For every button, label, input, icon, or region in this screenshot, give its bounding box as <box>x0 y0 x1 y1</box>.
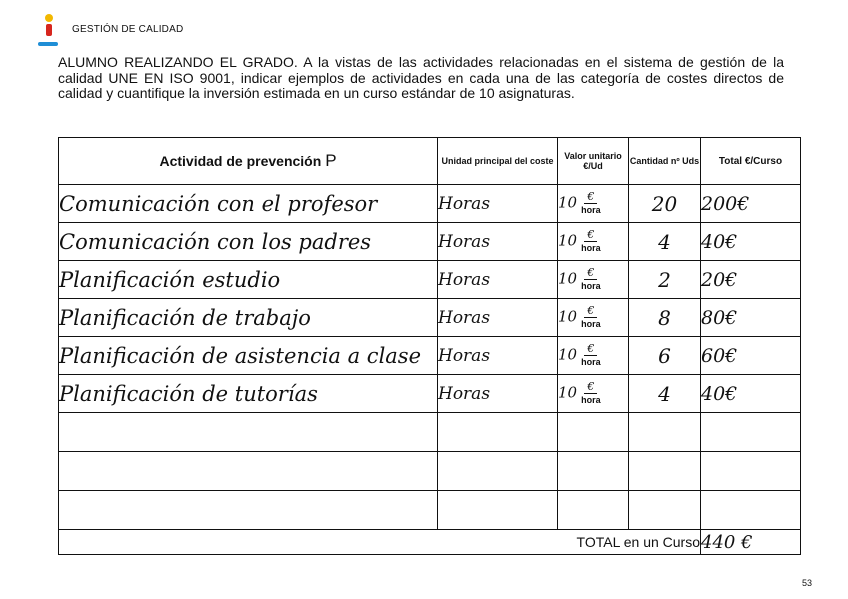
row-activity: Planificación de trabajo <box>59 299 438 337</box>
row-quantity: 20 <box>629 185 701 223</box>
table-row <box>59 223 801 261</box>
header-activity-suffix: P <box>325 151 337 170</box>
row-total: 40€ <box>701 375 801 413</box>
table-row <box>59 299 801 337</box>
quality-logo-icon <box>37 14 59 50</box>
row-total: 80€ <box>701 299 801 337</box>
total-row <box>59 530 801 555</box>
fraction-denominator: hora <box>581 205 601 215</box>
header-activity-label: Actividad de prevención <box>159 153 322 169</box>
row-value <box>558 185 629 223</box>
fraction-denominator: hora <box>581 319 601 329</box>
row-value-fraction <box>581 344 601 367</box>
fraction-numerator: € <box>584 306 597 318</box>
fraction-numerator: € <box>584 230 597 242</box>
prevention-costs-table <box>58 137 801 555</box>
fraction-denominator: hora <box>581 243 601 253</box>
fraction-numerator: € <box>584 268 597 280</box>
row-value-number: 10 <box>558 269 578 288</box>
fraction-denominator: hora <box>581 281 601 291</box>
row-value-fraction <box>581 230 601 253</box>
row-quantity: 4 <box>629 223 701 261</box>
row-quantity: 2 <box>629 261 701 299</box>
row-value-number: 10 <box>558 345 578 364</box>
row-value-fraction <box>581 306 601 329</box>
row-total: 20€ <box>701 261 801 299</box>
row-unit: Horas <box>438 261 558 299</box>
row-value-number: 10 <box>558 383 578 402</box>
row-value-number: 10 <box>558 193 578 212</box>
table-row <box>59 185 801 223</box>
row-total: 200€ <box>701 185 801 223</box>
fraction-numerator: € <box>584 192 597 204</box>
header-activity <box>59 138 438 185</box>
header-quantity: Cantidad nº Uds <box>629 138 701 185</box>
row-activity: Planificación de asistencia a clase <box>59 337 438 375</box>
fraction-numerator: € <box>584 344 597 356</box>
header-total: Total €/Curso <box>701 138 801 185</box>
row-quantity: 6 <box>629 337 701 375</box>
row-total: 40€ <box>701 223 801 261</box>
row-unit: Horas <box>438 299 558 337</box>
table-row <box>59 375 801 413</box>
row-unit: Horas <box>438 223 558 261</box>
empty-row <box>59 413 801 452</box>
row-value <box>558 223 629 261</box>
row-value-fraction <box>581 382 601 405</box>
row-quantity: 8 <box>629 299 701 337</box>
row-unit: Horas <box>438 185 558 223</box>
row-unit: Horas <box>438 375 558 413</box>
fraction-denominator: hora <box>581 357 601 367</box>
row-value <box>558 299 629 337</box>
row-value-fraction <box>581 192 601 215</box>
section-header: GESTIÓN DE CALIDAD <box>72 24 184 35</box>
exercise-statement: ALUMNO REALIZANDO EL GRADO. A la vistas de las actividades relacionadas en el sistema de gestión de la calidad UNE EN ISO 9001, indicar ejemplos de actividades en cada una de las categoría de costes directos de calidad y cuantifique la inversión estimada en un curso estándar de 10 asignaturas. <box>58 54 784 101</box>
empty-row <box>59 491 801 530</box>
table-row <box>59 261 801 299</box>
table-header-row <box>59 138 801 185</box>
header-unit: Unidad principal del coste <box>438 138 558 185</box>
empty-row <box>59 452 801 491</box>
row-activity: Comunicación con los padres <box>59 223 438 261</box>
row-unit: Horas <box>438 337 558 375</box>
fraction-denominator: hora <box>581 395 601 405</box>
row-value-number: 10 <box>558 231 578 250</box>
total-label: TOTAL en un Curso <box>59 530 701 555</box>
table-row <box>59 337 801 375</box>
total-value: 440 € <box>701 530 801 555</box>
row-activity: Planificación estudio <box>59 261 438 299</box>
fraction-numerator: € <box>584 382 597 394</box>
row-value <box>558 337 629 375</box>
row-value <box>558 375 629 413</box>
row-value <box>558 261 629 299</box>
row-value-fraction <box>581 268 601 291</box>
row-quantity: 4 <box>629 375 701 413</box>
page-number: 53 <box>802 578 813 588</box>
header-value: Valor unitario €/Ud <box>558 138 629 185</box>
row-activity: Planificación de tutorías <box>59 375 438 413</box>
row-value-number: 10 <box>558 307 578 326</box>
row-activity: Comunicación con el profesor <box>59 185 438 223</box>
row-total: 60€ <box>701 337 801 375</box>
